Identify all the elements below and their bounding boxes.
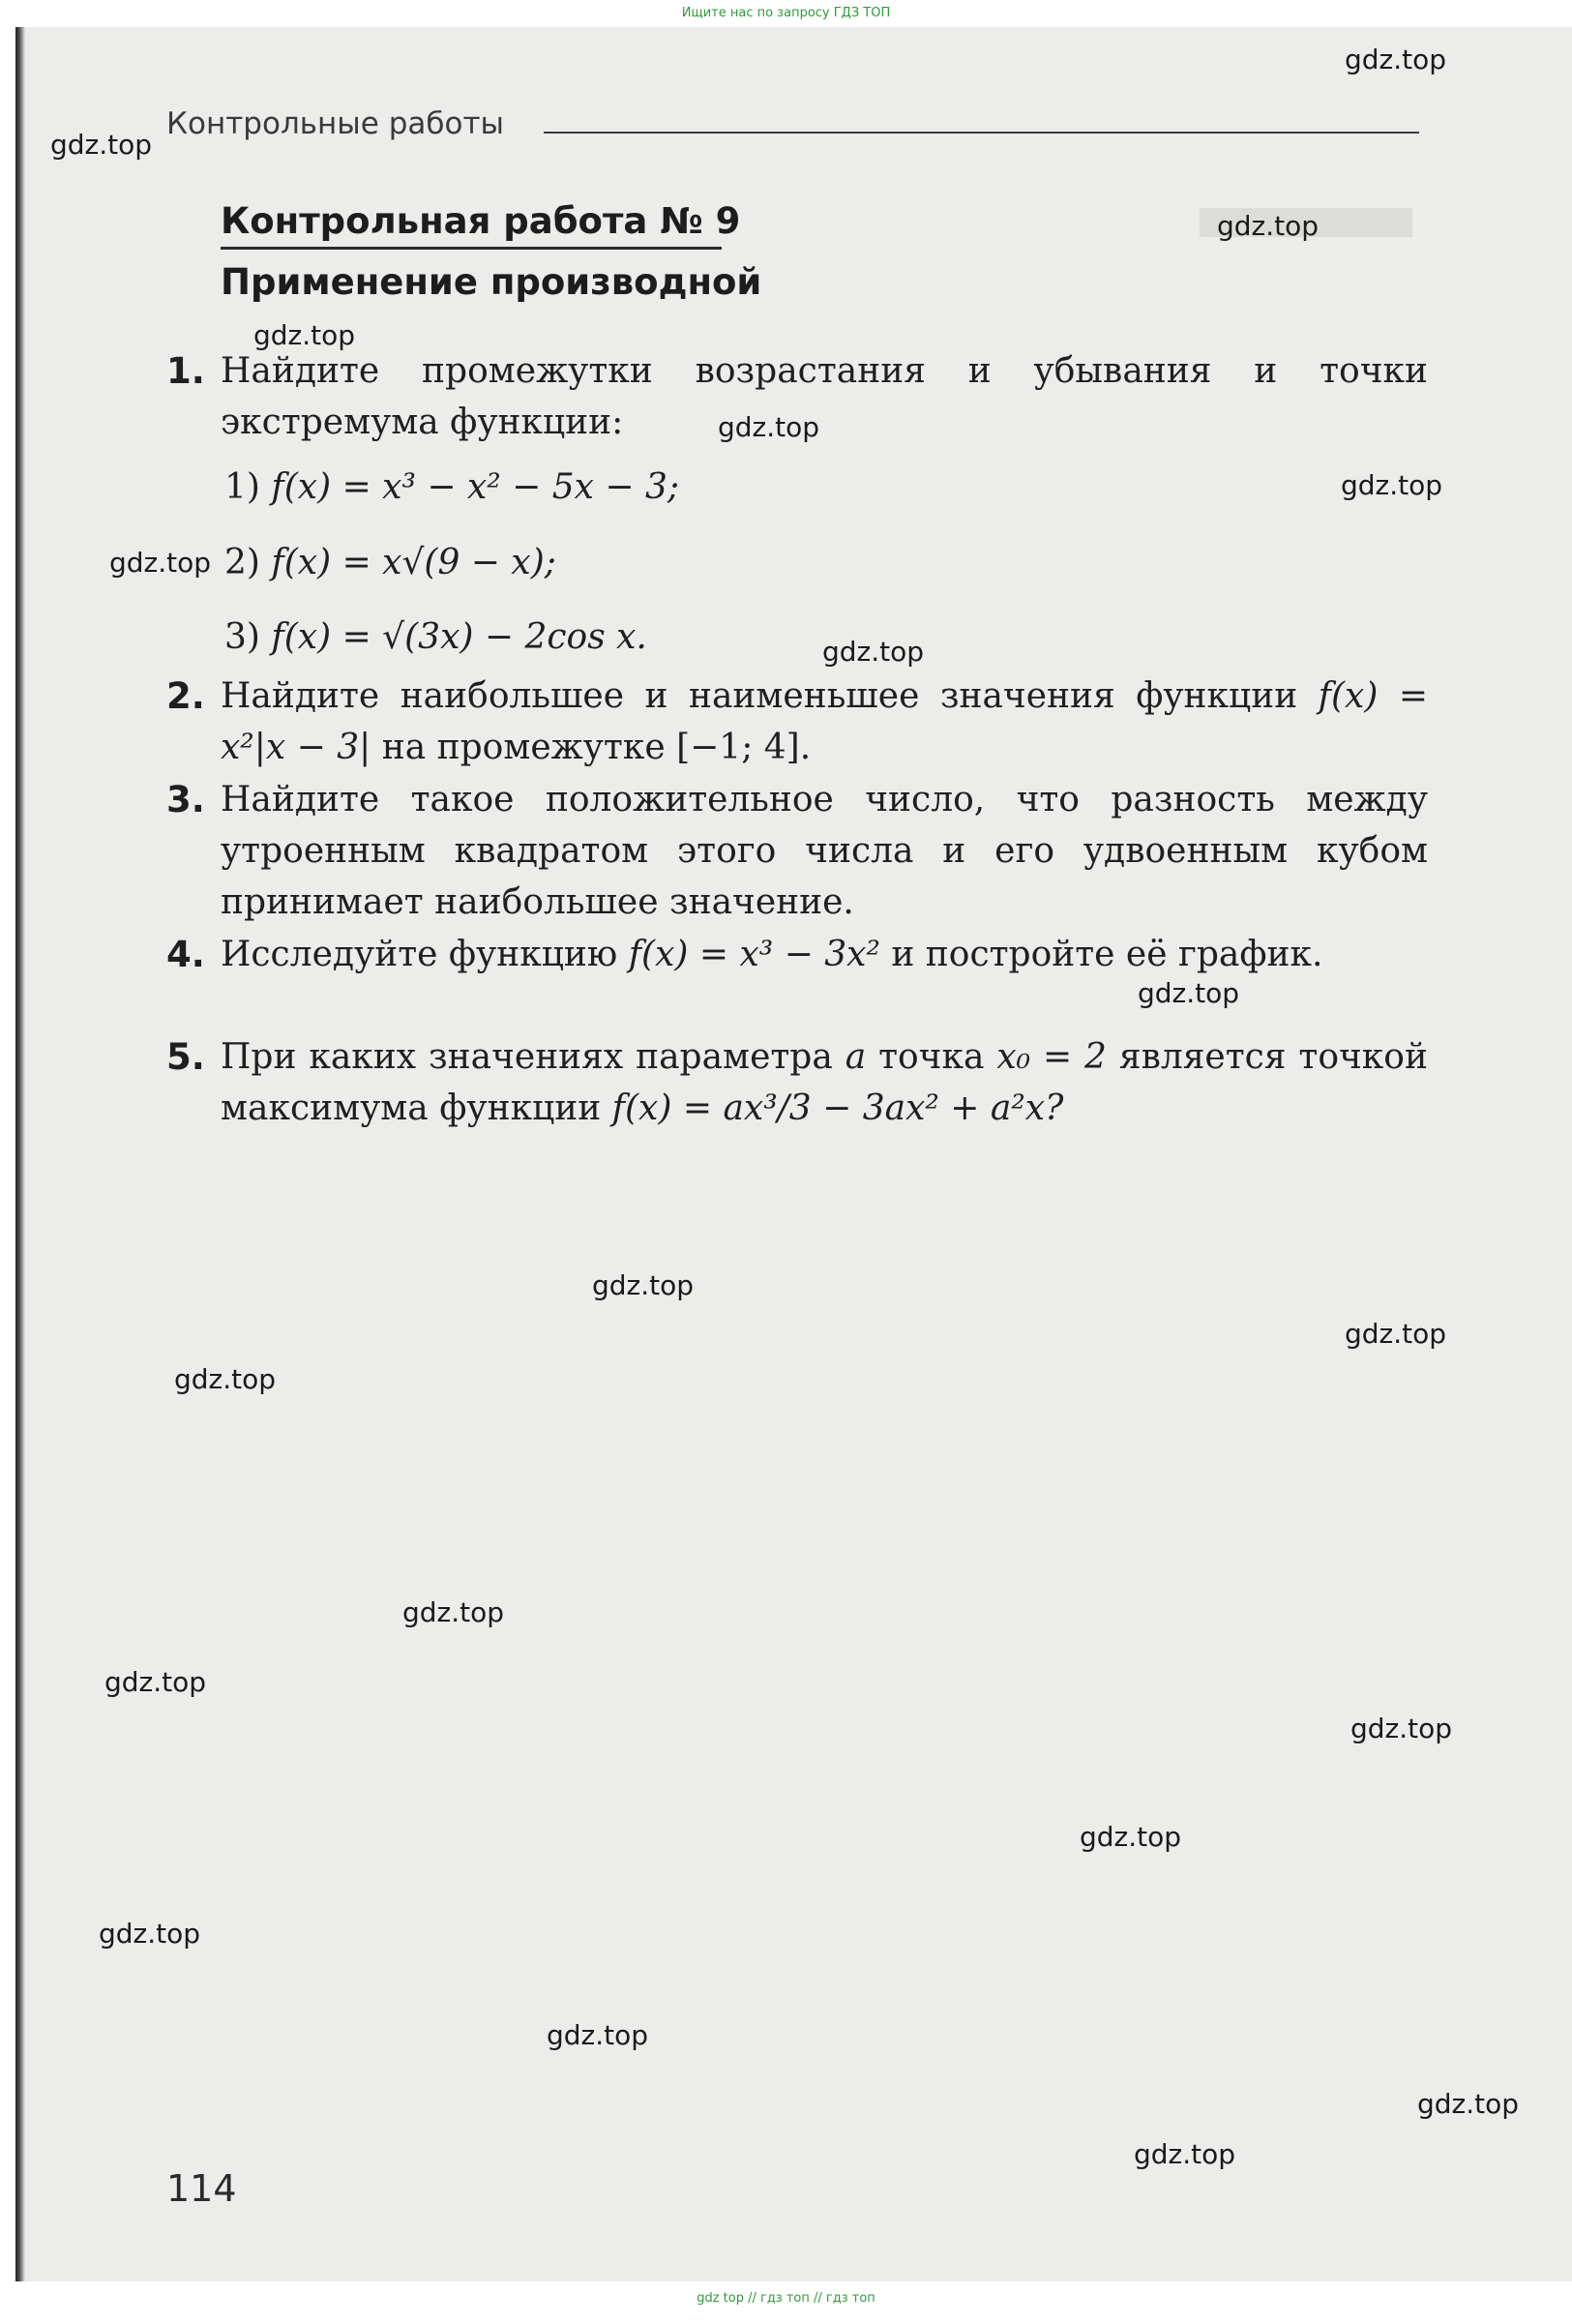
watermark: gdz.top — [1134, 2138, 1236, 2170]
task-5 — [166, 1031, 1428, 1134]
task-2 — [166, 670, 1428, 773]
task-mid: точка — [878, 1037, 985, 1077]
title-underline — [221, 247, 722, 250]
header-rule — [544, 132, 1419, 134]
work-title: Контрольная работа № 9 — [221, 200, 741, 242]
book-spine — [15, 27, 25, 2281]
section-header: Контрольные работы — [166, 106, 504, 141]
watermark: gdz.top — [1341, 469, 1443, 501]
task-formula: f(x) = x²|x − 3| — [221, 676, 1428, 767]
param-a: a — [845, 1037, 867, 1077]
footer-links[interactable]: gdz top // гдз топ // гдз топ — [697, 2291, 875, 2306]
watermark: gdz.top — [50, 129, 153, 161]
watermark: gdz.top — [402, 1596, 505, 1628]
task-number: 1. — [166, 350, 205, 392]
task-text: Найдите такое положительное число, что разность между утроенным квадратом этого числа и его удвоенным кубом принимает наибольшее значение. — [221, 780, 1428, 922]
task-number: 5. — [166, 1036, 205, 1078]
watermark: gdz.top — [1345, 1318, 1447, 1350]
item-number: 1) — [224, 467, 260, 507]
watermark: gdz.top — [104, 1666, 207, 1698]
watermark: gdz.top — [1217, 210, 1320, 242]
item-formula: f(x) = x³ − x² − 5x − 3; — [271, 467, 680, 507]
task-3 — [166, 774, 1428, 928]
item-number: 3) — [224, 617, 260, 657]
item-number: 2) — [224, 543, 260, 582]
task-4 — [166, 929, 1428, 980]
item-formula: f(x) = √(3x) − 2cos x. — [271, 617, 647, 657]
task-1 — [166, 345, 1428, 448]
top-banner[interactable]: Ищите нас по запросу ГДЗ ТОП — [681, 6, 891, 20]
task-1-item-1 — [224, 462, 679, 513]
watermark: gdz.top — [822, 636, 925, 668]
watermark: gdz.top — [718, 411, 820, 443]
point-x0: x₀ = 2 — [996, 1037, 1107, 1077]
watermark: gdz.top — [1138, 977, 1240, 1009]
watermark: gdz.top — [253, 319, 356, 351]
watermark: gdz.top — [1080, 1821, 1182, 1853]
watermark: gdz.top — [174, 1363, 277, 1395]
task-formula: f(x) = x³ − 3x² — [628, 935, 880, 974]
task-text: Найдите наибольшее и наименьшее значения функции — [221, 676, 1298, 716]
task-text: Исследуйте функцию — [221, 935, 618, 974]
watermark: gdz.top — [592, 1269, 695, 1301]
watermark: gdz.top — [547, 2019, 649, 2051]
task-tail: является точкой максимума функции — [221, 1037, 1428, 1128]
task-formula: f(x) = ax³/3 − 3ax² + a²x? — [611, 1088, 1064, 1128]
task-number: 4. — [166, 934, 205, 975]
watermark: gdz.top — [109, 547, 212, 579]
task-1-item-3 — [224, 611, 647, 663]
task-tail: на промежутке [−1; 4]. — [381, 728, 812, 767]
watermark: gdz.top — [1417, 2088, 1520, 2120]
task-number: 2. — [166, 675, 205, 717]
page-number: 114 — [166, 2167, 237, 2210]
task-number: 3. — [166, 779, 205, 820]
task-tail: и постройте её график. — [891, 935, 1323, 974]
task-text: При каких значениях параметра — [221, 1037, 833, 1077]
watermark: gdz.top — [1345, 44, 1447, 75]
task-text: Найдите промежутки возрастания и убывания и точки экстремума функции: — [221, 351, 1428, 442]
watermark: gdz.top — [99, 1918, 201, 1950]
watermark: gdz.top — [1350, 1713, 1453, 1744]
task-1-item-2 — [224, 537, 556, 588]
work-subtitle: Применение производной — [221, 261, 762, 303]
item-formula: f(x) = x√(9 − x); — [271, 543, 556, 582]
